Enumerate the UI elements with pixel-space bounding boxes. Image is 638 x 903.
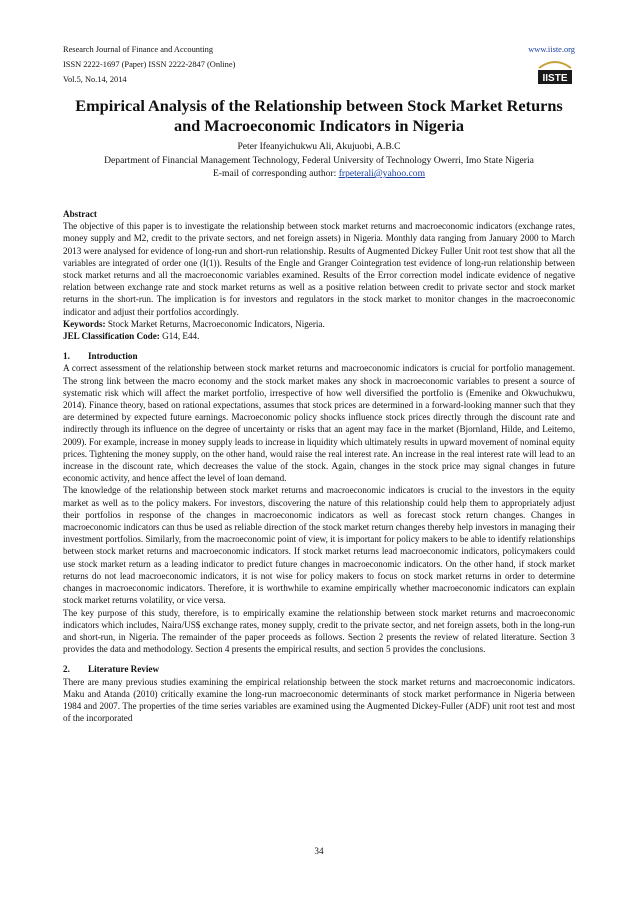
section-title: Literature Review xyxy=(88,664,160,675)
page-number: 34 xyxy=(314,846,324,856)
journal-url-link[interactable]: www.iiste.org xyxy=(528,45,575,54)
section-title: Introduction xyxy=(88,351,138,362)
paper-body xyxy=(63,208,575,724)
section-number: 2. xyxy=(63,664,70,675)
abstract-text: The objective of this paper is to investigate the relationship between stock market returns and macroeconomic indicators (exchange rates, money supply and M2, credit to the private sectors, and net foreign assets) in Nigeria. Monthly data ranging from January 2000 to March 2013 were analysed for evidence of long-run and short-run relationship. Results of Augmented Dickey Fuller Unit root test show that all the variables are integrated of order one (I(1)). Results of the Engle and Granger Cointegration test evidence of long-run relationship between stock market returns and all the macroeconomic variables examined. Results of the Error correction model indicate evidence of negative relation between exchange rate and stock market returns as well as a positive relation between credit to private sector and stock market returns in the short-run. The implication is for investors and regulators in the stock market to monitor changes in the macroeconomic indicator and adjust their portfolios accordingly. xyxy=(63,221,575,317)
author-email-line xyxy=(63,167,575,181)
author-block xyxy=(63,140,575,181)
jel-codes: G14, E44. xyxy=(159,331,200,342)
section-heading-literature-review xyxy=(63,663,575,675)
literature-paragraph-1: There are many previous studies examining the empirical relationship between the stock market returns and macroeconomic indicators. Maku and Atanda (2010) critically examine the long-run macroeconomic determinants of stock market performance in Nigeria between 1984 and 2007. The properties of the time series variables are examined using the Augmented Dickey-Fuller (ADF) unit root test and most of the incorporated xyxy=(63,676,575,724)
svg-text:IISTE: IISTE xyxy=(542,73,568,84)
section-heading-introduction xyxy=(63,350,575,362)
journal-volume: Vol.5, No.14, 2014 xyxy=(63,75,127,84)
author-affiliation: Department of Financial Management Technology, Federal University of Technology Owerri, Imo State Nigeria xyxy=(104,154,534,166)
author-email-link[interactable]: frpeterali@yahoo.com xyxy=(338,168,426,179)
intro-paragraph-1: A correct assessment of the relationship between stock market returns and macroeconomic indicators is crucial for portfolio management. The strong link between the macro economy and the stock market makes any shock in macroeconomic variables to present a source of systematic risk which will affect the market portfolio, irrespective of how well diversified the portfolio is (Emenike and Okwuchukwu, 2014). Finance theory, based on rational expectations, assumes that stock prices are determined in a forward-looking manner such that they are determined by expected future earnings. Macroeconomic policy shocks influence stock prices directly through the discount rate and indirectly through its influence on the degree of uncertainty or risks that an agent may face in the market (Bjornland, Hilde, and Leitemo, 2009). For example, increase in money supply leads to increase in liquidity which ultimately results in upward movement of nominal equity prices. Tightening the money supply, on the other hand, would raise the real interest rate. An increase in the real interest rate will lead to an increase in the discount rate, which decreases the value of the stock. Again, changes in the stock price may signal changes in future economic activity, and hence affect the level of loan demand. xyxy=(63,363,575,484)
author-names: Peter Ifeanyichukwu Ali, Akujuobi, A.B.C xyxy=(237,141,401,152)
jel-label: JEL Classification Code: xyxy=(63,331,160,342)
intro-paragraph-2: The knowledge of the relationship between stock market returns and macroeconomic indicators is crucial to the investors in the equity market as well as to the policy makers. For investors, discovering the nature of this relationship could help them to appropriately adjust their portfolios in response of the changes in macroeconomic indicators as well as forecast stock return changes. Changes in macroeconomic indicators can thus be used as reliable direction of the stock market return changes thereby help investors in managing their investment portfolios. Similarly, from the macroeconomic point of view, it is important for policy makers to be able to identify relationships between stock market returns and macroeconomic indicators. If stock market returns lead macroeconomic indicators, policymakers could use stock market return as a leading indicator to predict future changes in macroeconomic indicators. On the other hand, if stock market returns do not lead macroeconomic indicators, it is not wise for policy makers to focus on stock market returns in order to determine changes in macroeconomic indicators. Therefore, it is worthwhile to examine empirically whether macroeconomic indicators can explain stock market returns volatility, or vice versa. xyxy=(63,485,575,606)
keywords-label: Keywords: xyxy=(63,318,106,329)
jel-line xyxy=(63,330,575,342)
email-label: E-mail of corresponding author: xyxy=(212,168,339,179)
keywords-line xyxy=(63,318,575,330)
iiste-logo-icon xyxy=(536,58,574,86)
paper-title: Empirical Analysis of the Relationship between Stock Market Returns and Macroeconomic Indicators in Nigeria xyxy=(75,96,563,135)
journal-header xyxy=(63,42,235,87)
intro-paragraph-3: The key purpose of this study, therefore, is to empirically examine the relationship between stock market returns and macroeconomic indicators which includes, Naira/US$ exchange rates, money supply, credit to the private sector, and net foreign assets, both in the long-run and short-run, in Nigeria. The remainder of the paper proceeds as follows. Section 2 presents the review of related literature. Section 3 provides the data and methodology. Section 4 presents the empirical results, and section 5 provides the conclusions. xyxy=(63,607,575,655)
journal-url-block xyxy=(528,42,575,57)
journal-name: Research Journal of Finance and Accounting xyxy=(63,45,214,54)
section-number: 1. xyxy=(63,351,70,362)
abstract-heading: Abstract xyxy=(63,209,97,219)
keywords-text: Stock Market Returns, Macroeconomic Indicators, Nigeria. xyxy=(105,318,325,329)
journal-issn: ISSN 2222-1697 (Paper) ISSN 2222-2847 (Online) xyxy=(63,60,236,69)
